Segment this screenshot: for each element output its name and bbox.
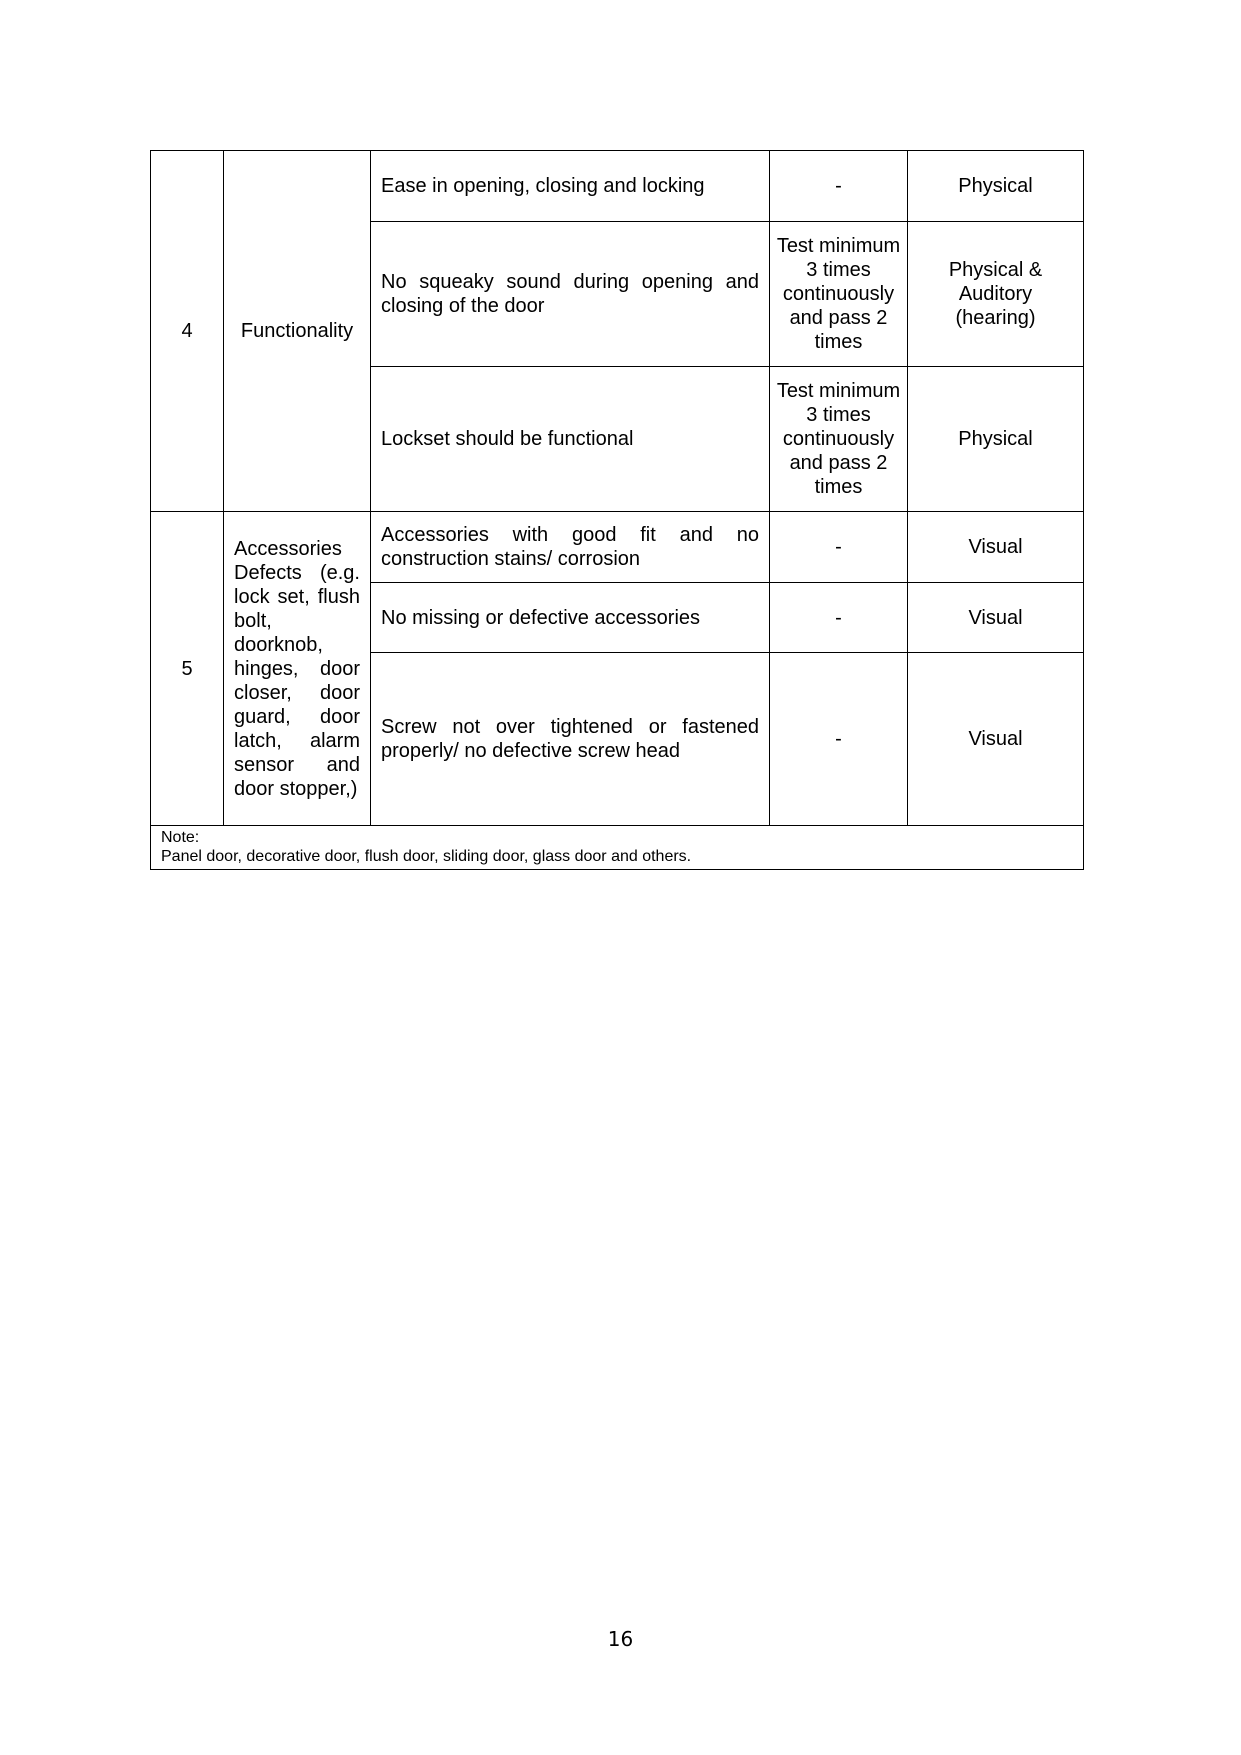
table-row: [151, 151, 1084, 222]
inspection-item: Accessories Defects (e.g. lock set, flush bolt, doorknob, hinges, door closer, door guard, door latch, alarm sensor and door stopper,): [224, 512, 371, 826]
test-cell: -: [770, 583, 908, 653]
test-cell: -: [770, 653, 908, 826]
requirement-cell: No squeaky sound during opening and closing of the door: [371, 222, 770, 367]
note-label: Note:: [161, 829, 200, 846]
test-cell: Test minimum 3 times continuously and pass 2 times: [770, 222, 908, 367]
note-cell: [151, 826, 1084, 870]
method-cell: Visual: [908, 512, 1084, 583]
method-cell: Visual: [908, 583, 1084, 653]
note-text: Panel door, decorative door, flush door, sliding door, glass door and others.: [161, 848, 692, 865]
requirement-cell: Accessories with good fit and no construction stains/ corrosion: [371, 512, 770, 583]
test-cell: -: [770, 151, 908, 222]
requirement-cell: Lockset should be functional: [371, 367, 770, 512]
requirement-cell: Screw not over tightened or fastened properly/ no defective screw head: [371, 653, 770, 826]
test-cell: -: [770, 512, 908, 583]
table-row: [151, 512, 1084, 583]
note-row: [151, 826, 1084, 870]
page-number: 16: [607, 1627, 634, 1651]
test-cell: Test minimum 3 times continuously and pass 2 times: [770, 367, 908, 512]
method-cell: Physical & Auditory (hearing): [908, 222, 1084, 367]
item-number: 5: [151, 512, 224, 826]
inspection-item: Functionality: [224, 151, 371, 512]
method-cell: Physical: [908, 151, 1084, 222]
requirement-cell: No missing or defective accessories: [371, 583, 770, 653]
requirement-cell: Ease in opening, closing and locking: [371, 151, 770, 222]
method-cell: Physical: [908, 367, 1084, 512]
inspection-table: [150, 150, 1084, 870]
item-number: 4: [151, 151, 224, 512]
method-cell: Visual: [908, 653, 1084, 826]
